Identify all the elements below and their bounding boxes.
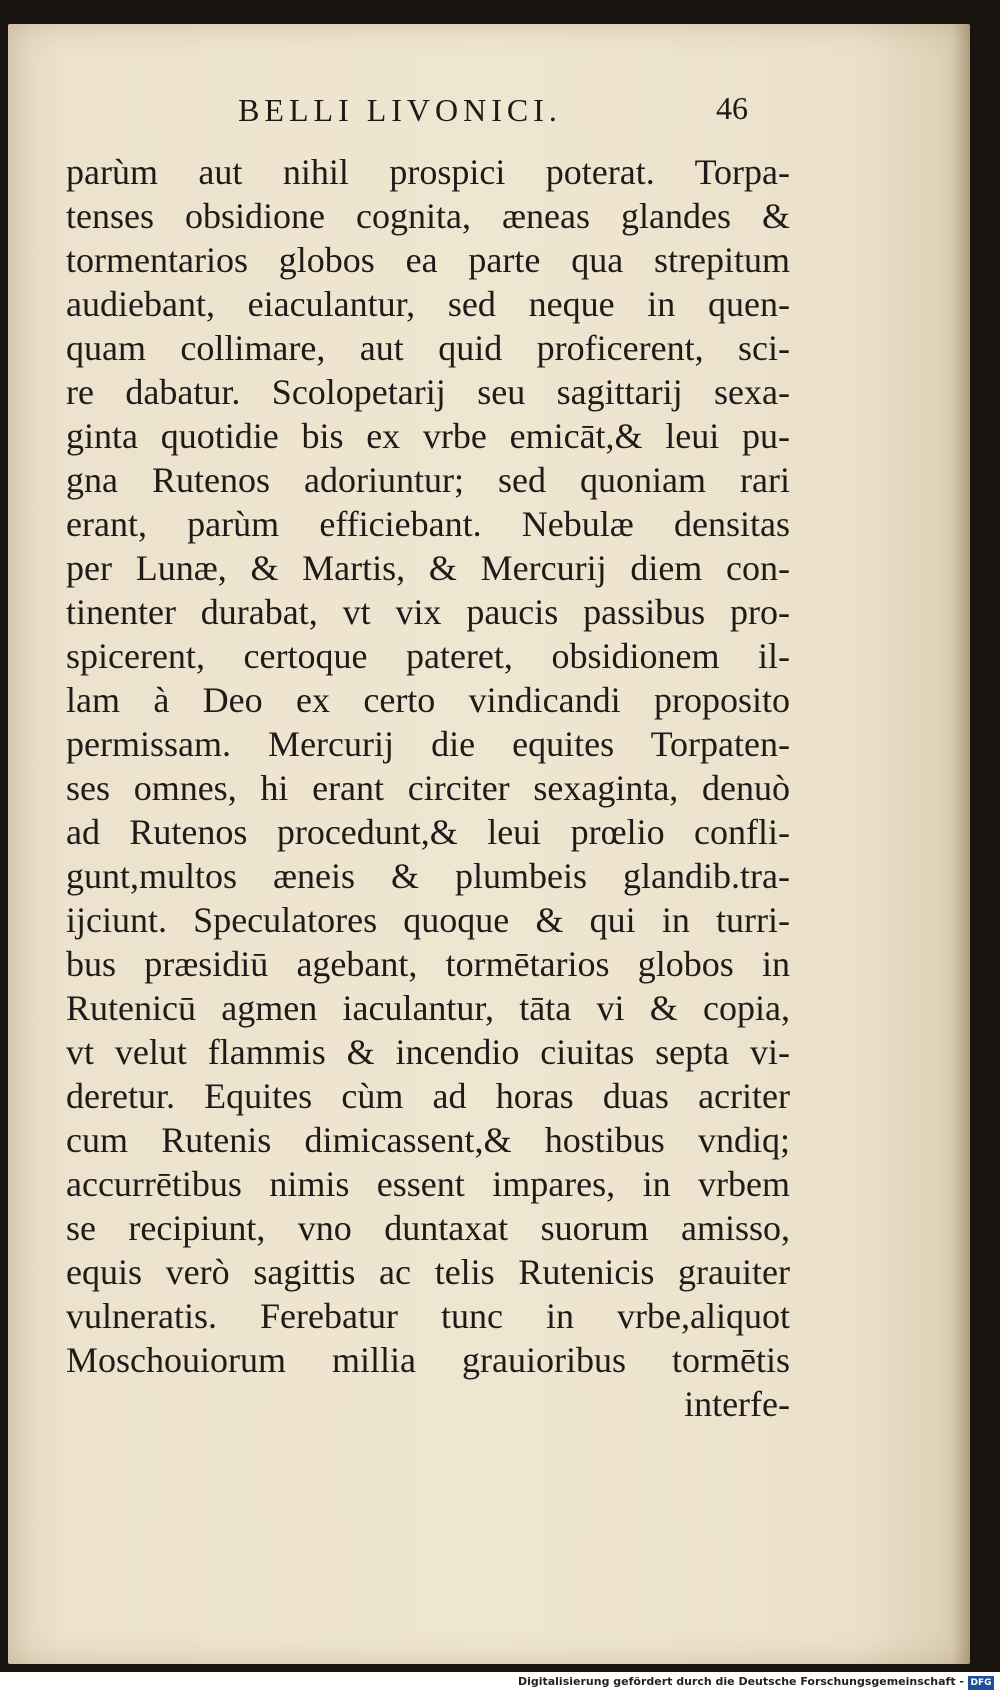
text-line: quam collimare, aut quid proficerent, sci- [66, 328, 790, 368]
catchword: interfe- [684, 1384, 790, 1424]
text-line: per Lunæ, & Martis, & Mercurij diem con- [66, 548, 790, 588]
text-line: gunt,multos æneis & plumbeis glandib.tra- [66, 856, 790, 896]
text-line: deretur. Equites cùm ad horas duas acriter [66, 1076, 790, 1116]
text-line: accurrētibus nimis essent impares, in vrbem [66, 1164, 790, 1204]
text-line: spicerent, certoque pateret, obsidionem il- [66, 636, 790, 676]
page-number: 46 [716, 90, 748, 126]
text-line: erant, parùm efficiebant. Nebulæ densitas [66, 504, 790, 544]
text-line: ginta quotidie bis ex vrbe emicāt,& leui pu- [66, 416, 790, 456]
footer-bar [0, 1672, 1000, 1695]
text-line: parùm aut nihil prospici poterat. Torpa- [66, 152, 790, 192]
text-line: tormentarios globos ea parte qua strepitum [66, 240, 790, 280]
running-head: BELLI LIVONICI. [238, 92, 562, 128]
text-line: se recipiunt, vno duntaxat suorum amisso, [66, 1208, 790, 1248]
text-line: ijciunt. Speculatores quoque & qui in turri- [66, 900, 790, 940]
dfg-logo: DFG [968, 1676, 994, 1690]
text-line: ses omnes, hi erant circiter sexaginta, denuò [66, 768, 790, 808]
text-line: equis verò sagittis ac telis Rutenicis grauiter [66, 1252, 790, 1292]
text-line: Rutenicū agmen iaculantur, tāta vi & copia, [66, 988, 790, 1028]
text-line: gna Rutenos adoriuntur; sed quoniam rari [66, 460, 790, 500]
text-line: ad Rutenos procedunt,& leui prœlio confli- [66, 812, 790, 852]
text-line: vt velut flammis & incendio ciuitas septa vi- [66, 1032, 790, 1072]
text-line: audiebant, eiaculantur, sed neque in quen- [66, 284, 790, 324]
text-line: tenses obsidione cognita, æneas glandes & [66, 196, 790, 236]
text-line: bus præsidiū agebant, tormētarios globos in [66, 944, 790, 984]
funding-credit: Digitalisierung gefördert durch die Deutsche Forschungsgemeinschaft - [517, 1675, 964, 1688]
text-line: lam à Deo ex certo vindicandi proposito [66, 680, 790, 720]
text-line: Moschouiorum millia grauioribus tormētis [66, 1340, 790, 1380]
text-line: permissam. Mercurij die equites Torpaten- [66, 724, 790, 764]
text-line: cum Rutenis dimicassent,& hostibus vndiq; [66, 1120, 790, 1160]
page-edge-shadow [952, 24, 970, 1664]
text-line: re dabatur. Scolopetarij seu sagittarij sexa- [66, 372, 790, 412]
text-line: vulneratis. Ferebatur tunc in vrbe,aliquot [66, 1296, 790, 1336]
text-line: tinenter durabat, vt vix paucis passibus pro- [66, 592, 790, 632]
body-text [66, 150, 790, 1426]
